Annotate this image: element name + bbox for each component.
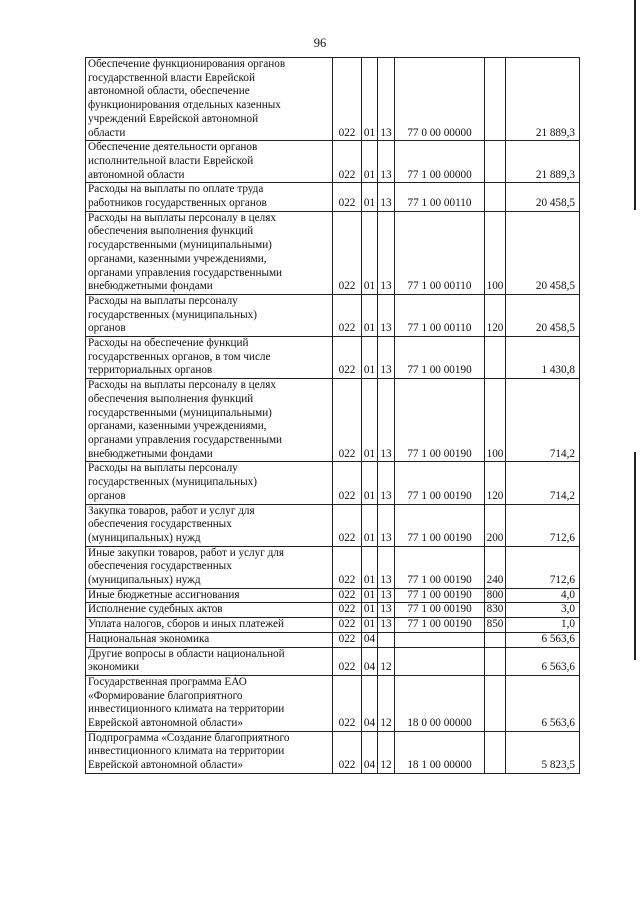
expense-type-cell: 830 (485, 603, 506, 618)
description-line: обеспечения выполнения функций (88, 392, 254, 405)
description-line: внебюджетными фондами (88, 280, 213, 293)
table-row (86, 58, 580, 141)
section-code-cell: 01 (362, 141, 378, 183)
description-cell (86, 603, 333, 618)
description-cell (86, 588, 333, 603)
section-code-cell: 04 (362, 675, 378, 731)
ministry-code-cell: 022 (333, 337, 362, 379)
description-line: Государственная программа ЕАО (88, 675, 247, 688)
description-line: автономной области, обеспечение (88, 85, 250, 98)
subsection-code-cell: 12 (378, 647, 395, 675)
subsection-code-cell: 13 (378, 58, 395, 141)
description-cell (86, 58, 333, 141)
ministry-code-cell: 022 (333, 675, 362, 731)
description-line: государственных (муниципальных) (88, 476, 257, 489)
target-article-cell: 77 1 00 00190 (395, 588, 485, 603)
table-row (86, 588, 580, 603)
description-line: обеспечения государственных (88, 518, 232, 531)
description-line: государственных (муниципальных) (88, 308, 257, 321)
amount-cell: 714,2 (506, 379, 580, 462)
description-line: учреждений Еврейской автономной (88, 112, 259, 125)
description-cell (86, 462, 333, 504)
description-line: (муниципальных) нужд (88, 531, 201, 544)
table-row (86, 731, 580, 773)
target-article-cell: 77 1 00 00190 (395, 546, 485, 588)
subsection-code-cell: 13 (378, 618, 395, 633)
target-article-cell: 77 1 00 00190 (395, 618, 485, 633)
description-line: инвестиционного климата на территории (88, 745, 285, 758)
amount-cell: 1,0 (506, 618, 580, 633)
target-article-cell: 18 1 00 00000 (395, 731, 485, 773)
description-line: Расходы на выплаты персоналу в целях (88, 211, 276, 224)
subsection-code-cell: 13 (378, 183, 395, 211)
description-line: государственной власти Еврейской (88, 71, 255, 84)
expense-type-cell (485, 58, 506, 141)
expense-type-cell: 100 (485, 379, 506, 462)
description-cell (86, 632, 333, 647)
ministry-code-cell: 022 (333, 141, 362, 183)
ministry-code-cell: 022 (333, 504, 362, 546)
description-line: органами управления государственными (88, 433, 283, 446)
description-line: государственными (муниципальными) (88, 406, 272, 419)
budget-table (85, 57, 580, 774)
description-line: Другие вопросы в области национальной (88, 647, 285, 660)
subsection-code-cell: 12 (378, 731, 395, 773)
amount-cell: 712,6 (506, 504, 580, 546)
description-line: Расходы на выплаты персоналу в целях (88, 379, 276, 392)
table-row (86, 294, 580, 336)
subsection-code-cell: 13 (378, 337, 395, 379)
section-code-cell: 01 (362, 546, 378, 588)
description-line: функционирования отдельных казенных (88, 99, 281, 112)
expense-type-cell: 850 (485, 618, 506, 633)
ministry-code-cell: 022 (333, 618, 362, 633)
subsection-code-cell: 13 (378, 603, 395, 618)
expense-type-cell (485, 632, 506, 647)
description-line: Расходы на обеспечение функций (88, 337, 249, 350)
description-line: Расходы на выплаты персоналу (88, 294, 238, 307)
expense-type-cell (485, 647, 506, 675)
description-line: органов (88, 322, 126, 335)
amount-cell: 20 458,5 (506, 183, 580, 211)
target-article-cell: 77 1 00 00000 (395, 141, 485, 183)
description-line: органами, казенными учреждениями, (88, 420, 267, 433)
subsection-code-cell: 13 (378, 462, 395, 504)
page-number: 96 (313, 36, 327, 50)
description-line: Обеспечение деятельности органов (88, 141, 258, 154)
expense-type-cell: 240 (485, 546, 506, 588)
table-row (86, 337, 580, 379)
amount-cell: 21 889,3 (506, 58, 580, 141)
amount-cell: 6 563,6 (506, 632, 580, 647)
target-article-cell (395, 647, 485, 675)
table-row (86, 618, 580, 633)
description-line: Закупка товаров, работ и услуг для (88, 504, 255, 517)
description-line: органами управления государственными (88, 266, 283, 279)
ministry-code-cell: 022 (333, 183, 362, 211)
subsection-code-cell: 13 (378, 141, 395, 183)
description-line: Еврейской автономной области» (88, 717, 243, 730)
expense-type-cell (485, 675, 506, 731)
description-cell (86, 647, 333, 675)
ministry-code-cell: 022 (333, 211, 362, 294)
amount-cell: 5 823,5 (506, 731, 580, 773)
description-cell (86, 504, 333, 546)
section-code-cell: 01 (362, 211, 378, 294)
subsection-code-cell: 13 (378, 211, 395, 294)
description-cell (86, 141, 333, 183)
amount-cell: 6 563,6 (506, 675, 580, 731)
description-line: (муниципальных) нужд (88, 574, 201, 587)
right-margin-rule (634, 452, 636, 660)
description-line: Уплата налогов, сборов и иных платежей (88, 618, 284, 631)
table-row (86, 379, 580, 462)
description-line: Расходы на выплаты по оплате труда (88, 183, 264, 196)
description-line: Обеспечение функционирования органов (88, 58, 286, 70)
section-code-cell: 01 (362, 462, 378, 504)
amount-cell: 6 563,6 (506, 647, 580, 675)
description-line: Исполнение судебных актов (88, 603, 223, 616)
table-row (86, 462, 580, 504)
ministry-code-cell: 022 (333, 58, 362, 141)
description-line: работников государственных органов (88, 197, 267, 210)
table-row (86, 546, 580, 588)
description-line: обеспечения государственных (88, 560, 232, 573)
description-cell (86, 546, 333, 588)
section-code-cell: 01 (362, 337, 378, 379)
expense-type-cell (485, 731, 506, 773)
table-row (86, 603, 580, 618)
target-article-cell: 77 1 00 00110 (395, 211, 485, 294)
table-row (86, 211, 580, 294)
table-row (86, 647, 580, 675)
description-line: государственными (муниципальными) (88, 239, 272, 252)
amount-cell: 21 889,3 (506, 141, 580, 183)
target-article-cell: 77 0 00 00000 (395, 58, 485, 141)
target-article-cell: 77 1 00 00110 (395, 183, 485, 211)
amount-cell: 1 430,8 (506, 337, 580, 379)
section-code-cell: 01 (362, 588, 378, 603)
description-line: Национальная экономика (88, 632, 210, 645)
description-line: автономной области (88, 168, 185, 181)
ministry-code-cell: 022 (333, 588, 362, 603)
description-line: Подпрограмма «Создание благоприятного (88, 731, 290, 744)
description-line: Еврейской автономной области» (88, 759, 243, 772)
subsection-code-cell: 13 (378, 588, 395, 603)
expense-type-cell: 200 (485, 504, 506, 546)
ministry-code-cell: 022 (333, 647, 362, 675)
section-code-cell: 01 (362, 183, 378, 211)
section-code-cell: 01 (362, 294, 378, 336)
description-cell (86, 618, 333, 633)
subsection-code-cell: 12 (378, 675, 395, 731)
expense-type-cell: 120 (485, 462, 506, 504)
section-code-cell: 04 (362, 632, 378, 647)
description-cell (86, 675, 333, 731)
description-line: Расходы на выплаты персоналу (88, 462, 238, 475)
right-margin-rule (634, 0, 636, 210)
ministry-code-cell: 022 (333, 603, 362, 618)
target-article-cell: 77 1 00 00190 (395, 462, 485, 504)
amount-cell: 20 458,5 (506, 211, 580, 294)
expense-type-cell: 120 (485, 294, 506, 336)
target-article-cell: 77 1 00 00190 (395, 379, 485, 462)
amount-cell: 20 458,5 (506, 294, 580, 336)
ministry-code-cell: 022 (333, 462, 362, 504)
expense-type-cell: 100 (485, 211, 506, 294)
amount-cell: 4,0 (506, 588, 580, 603)
description-line: органами, казенными учреждениями, (88, 252, 267, 265)
description-cell (86, 211, 333, 294)
expense-type-cell (485, 141, 506, 183)
target-article-cell: 77 1 00 00110 (395, 294, 485, 336)
description-line: территориальных органов (88, 364, 213, 377)
section-code-cell: 01 (362, 618, 378, 633)
section-code-cell: 01 (362, 504, 378, 546)
section-code-cell: 04 (362, 647, 378, 675)
description-cell (86, 379, 333, 462)
ministry-code-cell: 022 (333, 546, 362, 588)
amount-cell: 712,6 (506, 546, 580, 588)
table-row (86, 183, 580, 211)
description-line: экономики (88, 661, 140, 674)
description-cell (86, 183, 333, 211)
subsection-code-cell: 13 (378, 504, 395, 546)
description-cell (86, 731, 333, 773)
subsection-code-cell: 13 (378, 546, 395, 588)
description-line: области (88, 126, 126, 139)
description-line: Иные закупки товаров, работ и услуг для (88, 546, 285, 559)
description-line: «Формирование благоприятного (88, 689, 243, 702)
description-line: внебюджетными фондами (88, 447, 213, 460)
table-row (86, 675, 580, 731)
ministry-code-cell: 022 (333, 294, 362, 336)
table-row (86, 141, 580, 183)
description-line: Иные бюджетные ассигнования (88, 588, 240, 601)
description-line: органов (88, 489, 126, 502)
amount-cell: 3,0 (506, 603, 580, 618)
section-code-cell: 01 (362, 58, 378, 141)
section-code-cell: 01 (362, 603, 378, 618)
table-row (86, 504, 580, 546)
amount-cell: 714,2 (506, 462, 580, 504)
target-article-cell (395, 632, 485, 647)
subsection-code-cell: 13 (378, 379, 395, 462)
description-line: инвестиционного климата на территории (88, 703, 285, 716)
description-line: государственных органов, в том числе (88, 350, 271, 363)
ministry-code-cell: 022 (333, 731, 362, 773)
ministry-code-cell: 022 (333, 632, 362, 647)
subsection-code-cell: 13 (378, 294, 395, 336)
target-article-cell: 77 1 00 00190 (395, 504, 485, 546)
description-cell (86, 337, 333, 379)
table-row (86, 632, 580, 647)
target-article-cell: 77 1 00 00190 (395, 337, 485, 379)
expense-type-cell (485, 337, 506, 379)
target-article-cell: 18 0 00 00000 (395, 675, 485, 731)
section-code-cell: 01 (362, 379, 378, 462)
description-line: обеспечения выполнения функций (88, 225, 254, 238)
description-cell (86, 294, 333, 336)
description-line: исполнительной власти Еврейской (88, 154, 254, 167)
subsection-code-cell (378, 632, 395, 647)
section-code-cell: 04 (362, 731, 378, 773)
ministry-code-cell: 022 (333, 379, 362, 462)
expense-type-cell (485, 183, 506, 211)
target-article-cell: 77 1 00 00190 (395, 603, 485, 618)
expense-type-cell: 800 (485, 588, 506, 603)
